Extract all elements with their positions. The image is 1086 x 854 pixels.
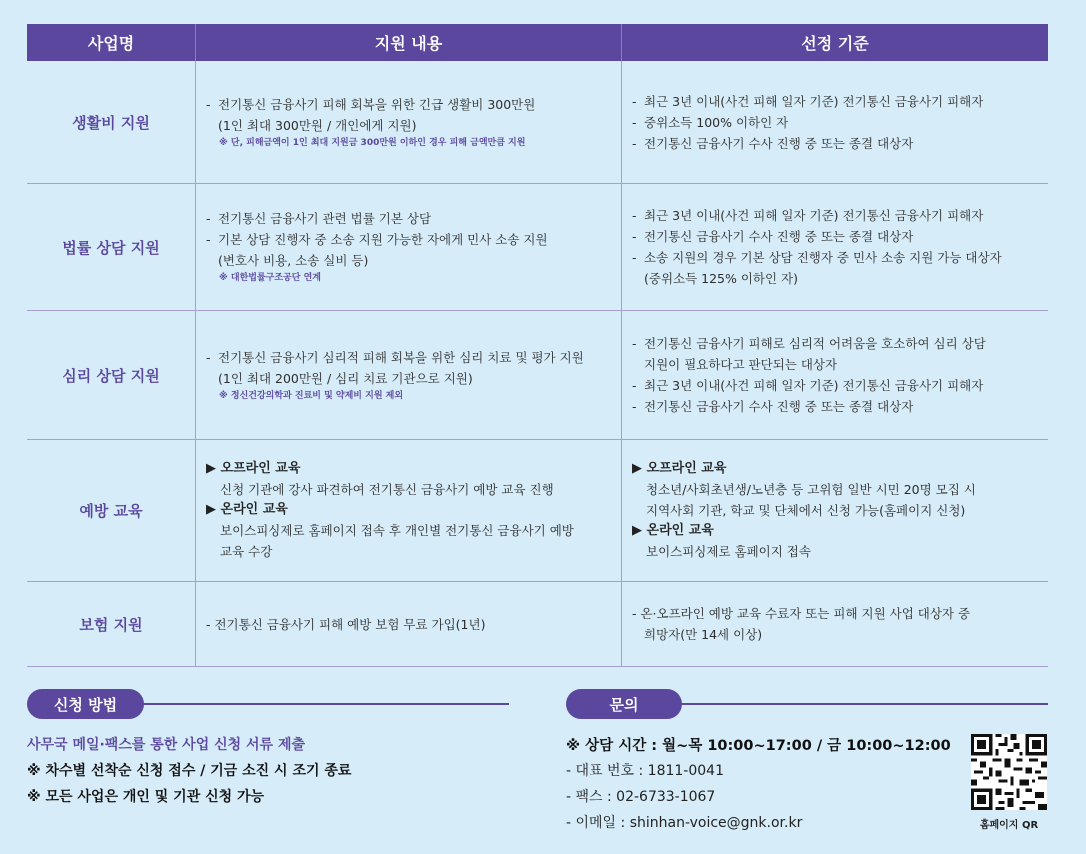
list-item: - 전기통신 금융사기 수사 진행 중 또는 종결 대상자 bbox=[632, 226, 1038, 247]
contact-divider bbox=[678, 703, 1048, 705]
list-item: 보이스피싱제로 홈페이지 접속 후 개인별 전기통신 금융사기 예방 bbox=[220, 523, 574, 538]
selection-criteria bbox=[621, 184, 1048, 310]
list-item: - 기본 상담 진행자 중 소송 지원 가능한 자에게 민사 소송 지원 bbox=[206, 229, 611, 250]
selection-criteria bbox=[621, 311, 1048, 439]
selection-criteria bbox=[621, 582, 1048, 666]
table-row bbox=[27, 440, 1048, 582]
list-item: - 전기통신 금융사기 수사 진행 중 또는 종결 대상자 bbox=[632, 396, 1038, 417]
list-item: - 온·오프라인 예방 교육 수료자 또는 피해 지원 사업 대상자 중 bbox=[632, 606, 971, 621]
support-content bbox=[195, 61, 621, 183]
footnote: ※ 단, 피해금액이 1인 최대 지원금 300만원 이하인 경우 피해 금액만큼 지원 bbox=[219, 137, 526, 148]
list-item: 교육 수강 bbox=[220, 544, 273, 559]
selection-criteria bbox=[621, 61, 1048, 183]
apply-line-1: 사무국 메일·팩스를 통한 사업 신청 서류 제출 bbox=[27, 737, 305, 753]
list-item: ▶ 오프라인 교육 bbox=[632, 461, 727, 476]
table-row bbox=[27, 582, 1048, 667]
list-item: 신청 기관에 강사 파견하여 전기통신 금융사기 예방 교육 진행 bbox=[220, 482, 554, 497]
list-item: - 최근 3년 이내(사건 피해 일자 기준) 전기통신 금융사기 피해자 bbox=[632, 375, 1038, 396]
list-item: - 소송 지원의 경우 기본 상담 진행자 중 민사 소송 지원 가능 대상자 bbox=[632, 247, 1038, 268]
apply-divider bbox=[140, 703, 509, 705]
header-content: 지원 내용 bbox=[195, 24, 621, 61]
program-name: 예방 교육 bbox=[79, 502, 143, 520]
contact-phone: - 대표 번호 : 1811-0041 bbox=[566, 763, 724, 779]
list-item: ▶ 오프라인 교육 bbox=[206, 461, 301, 476]
table-row bbox=[27, 184, 1048, 311]
list-item: - 중위소득 100% 이하인 자 bbox=[632, 112, 1038, 133]
contact-fax: - 팩스 : 02-6733-1067 bbox=[566, 789, 716, 805]
apply-title: 신청 방법 bbox=[27, 689, 144, 719]
list-item: - 전기통신 금융사기 수사 진행 중 또는 종결 대상자 bbox=[632, 133, 1038, 154]
qr-label: 홈페이지 QR bbox=[979, 820, 1039, 831]
contact-email[interactable]: - 이메일 : shinhan-voice@gnk.or.kr bbox=[566, 815, 803, 831]
list-item: - 전기통신 금융사기 관련 법률 기본 상담 bbox=[206, 208, 611, 229]
list-item: - 전기통신 금융사기 심리적 피해 회복을 위한 심리 치료 및 평가 지원 bbox=[206, 347, 611, 368]
support-table bbox=[27, 24, 1048, 667]
list-item: - 전기통신 금융사기 피해로 심리적 어려움을 호소하여 심리 상담 bbox=[632, 333, 1038, 354]
list-item: - 최근 3년 이내(사건 피해 일자 기준) 전기통신 금융사기 피해자 bbox=[632, 205, 1038, 226]
homepage-qr-code[interactable] bbox=[971, 734, 1047, 810]
support-content bbox=[195, 582, 621, 666]
support-content bbox=[195, 184, 621, 310]
apply-line-2: ※ 차수별 선착순 신청 접수 / 기금 소진 시 조기 종료 bbox=[27, 763, 352, 779]
list-item: ▶ 온라인 교육 bbox=[206, 502, 288, 517]
program-name: 보험 지원 bbox=[79, 615, 143, 634]
header-program: 사업명 bbox=[87, 34, 135, 53]
contact-title: 문의 bbox=[566, 689, 682, 719]
table-row bbox=[27, 311, 1048, 440]
list-item: - 전기통신 금융사기 피해 회복을 위한 긴급 생활비 300만원 bbox=[206, 94, 611, 115]
selection-criteria bbox=[621, 440, 1048, 581]
apply-line-3: ※ 모든 사업은 개인 및 기관 신청 가능 bbox=[27, 789, 265, 805]
list-item: 지원이 필요하다고 판단되는 대상자 bbox=[644, 357, 838, 372]
footnote: ※ 정신건강의학과 진료비 및 약제비 지원 제외 bbox=[219, 390, 404, 401]
list-item: (1인 최대 300만원 / 개인에게 지원) bbox=[218, 117, 417, 133]
list-item: 지역사회 기관, 학교 및 단체에서 신청 가능(홈페이지 신청) bbox=[646, 503, 966, 518]
list-item: - 전기통신 금융사기 피해 예방 보험 무료 가입(1년) bbox=[206, 616, 486, 632]
list-item: 청소년/사회초년생/노년층 등 고위험 일반 시민 20명 모집 시 bbox=[646, 482, 976, 497]
footnote: ※ 대한법률구조공단 연계 bbox=[219, 273, 321, 283]
program-name: 법률 상담 지원 bbox=[62, 238, 160, 257]
table-header bbox=[27, 24, 1048, 61]
list-item: ▶ 온라인 교육 bbox=[632, 523, 714, 538]
list-item: - 최근 3년 이내(사건 피해 일자 기준) 전기통신 금융사기 피해자 bbox=[632, 91, 1038, 112]
program-name: 심리 상담 지원 bbox=[62, 366, 160, 385]
program-name: 생활비 지원 bbox=[72, 113, 150, 132]
list-item: 희망자(만 14세 이상) bbox=[644, 627, 763, 642]
table-row bbox=[27, 61, 1048, 184]
list-item: (변호사 비용, 소송 실비 등) bbox=[218, 253, 369, 268]
support-content bbox=[195, 440, 621, 581]
list-item: (중위소득 125% 이하인 자) bbox=[644, 271, 799, 286]
header-criteria: 선정 기준 bbox=[621, 24, 1048, 61]
support-content bbox=[195, 311, 621, 439]
list-item: (1인 최대 200만원 / 심리 치료 기관으로 지원) bbox=[218, 370, 473, 386]
list-item: 보이스피싱제로 홈페이지 접속 bbox=[646, 544, 811, 559]
contact-hours: ※ 상담 시간 : 월~목 10:00~17:00 / 금 10:00~12:00 bbox=[566, 738, 951, 754]
